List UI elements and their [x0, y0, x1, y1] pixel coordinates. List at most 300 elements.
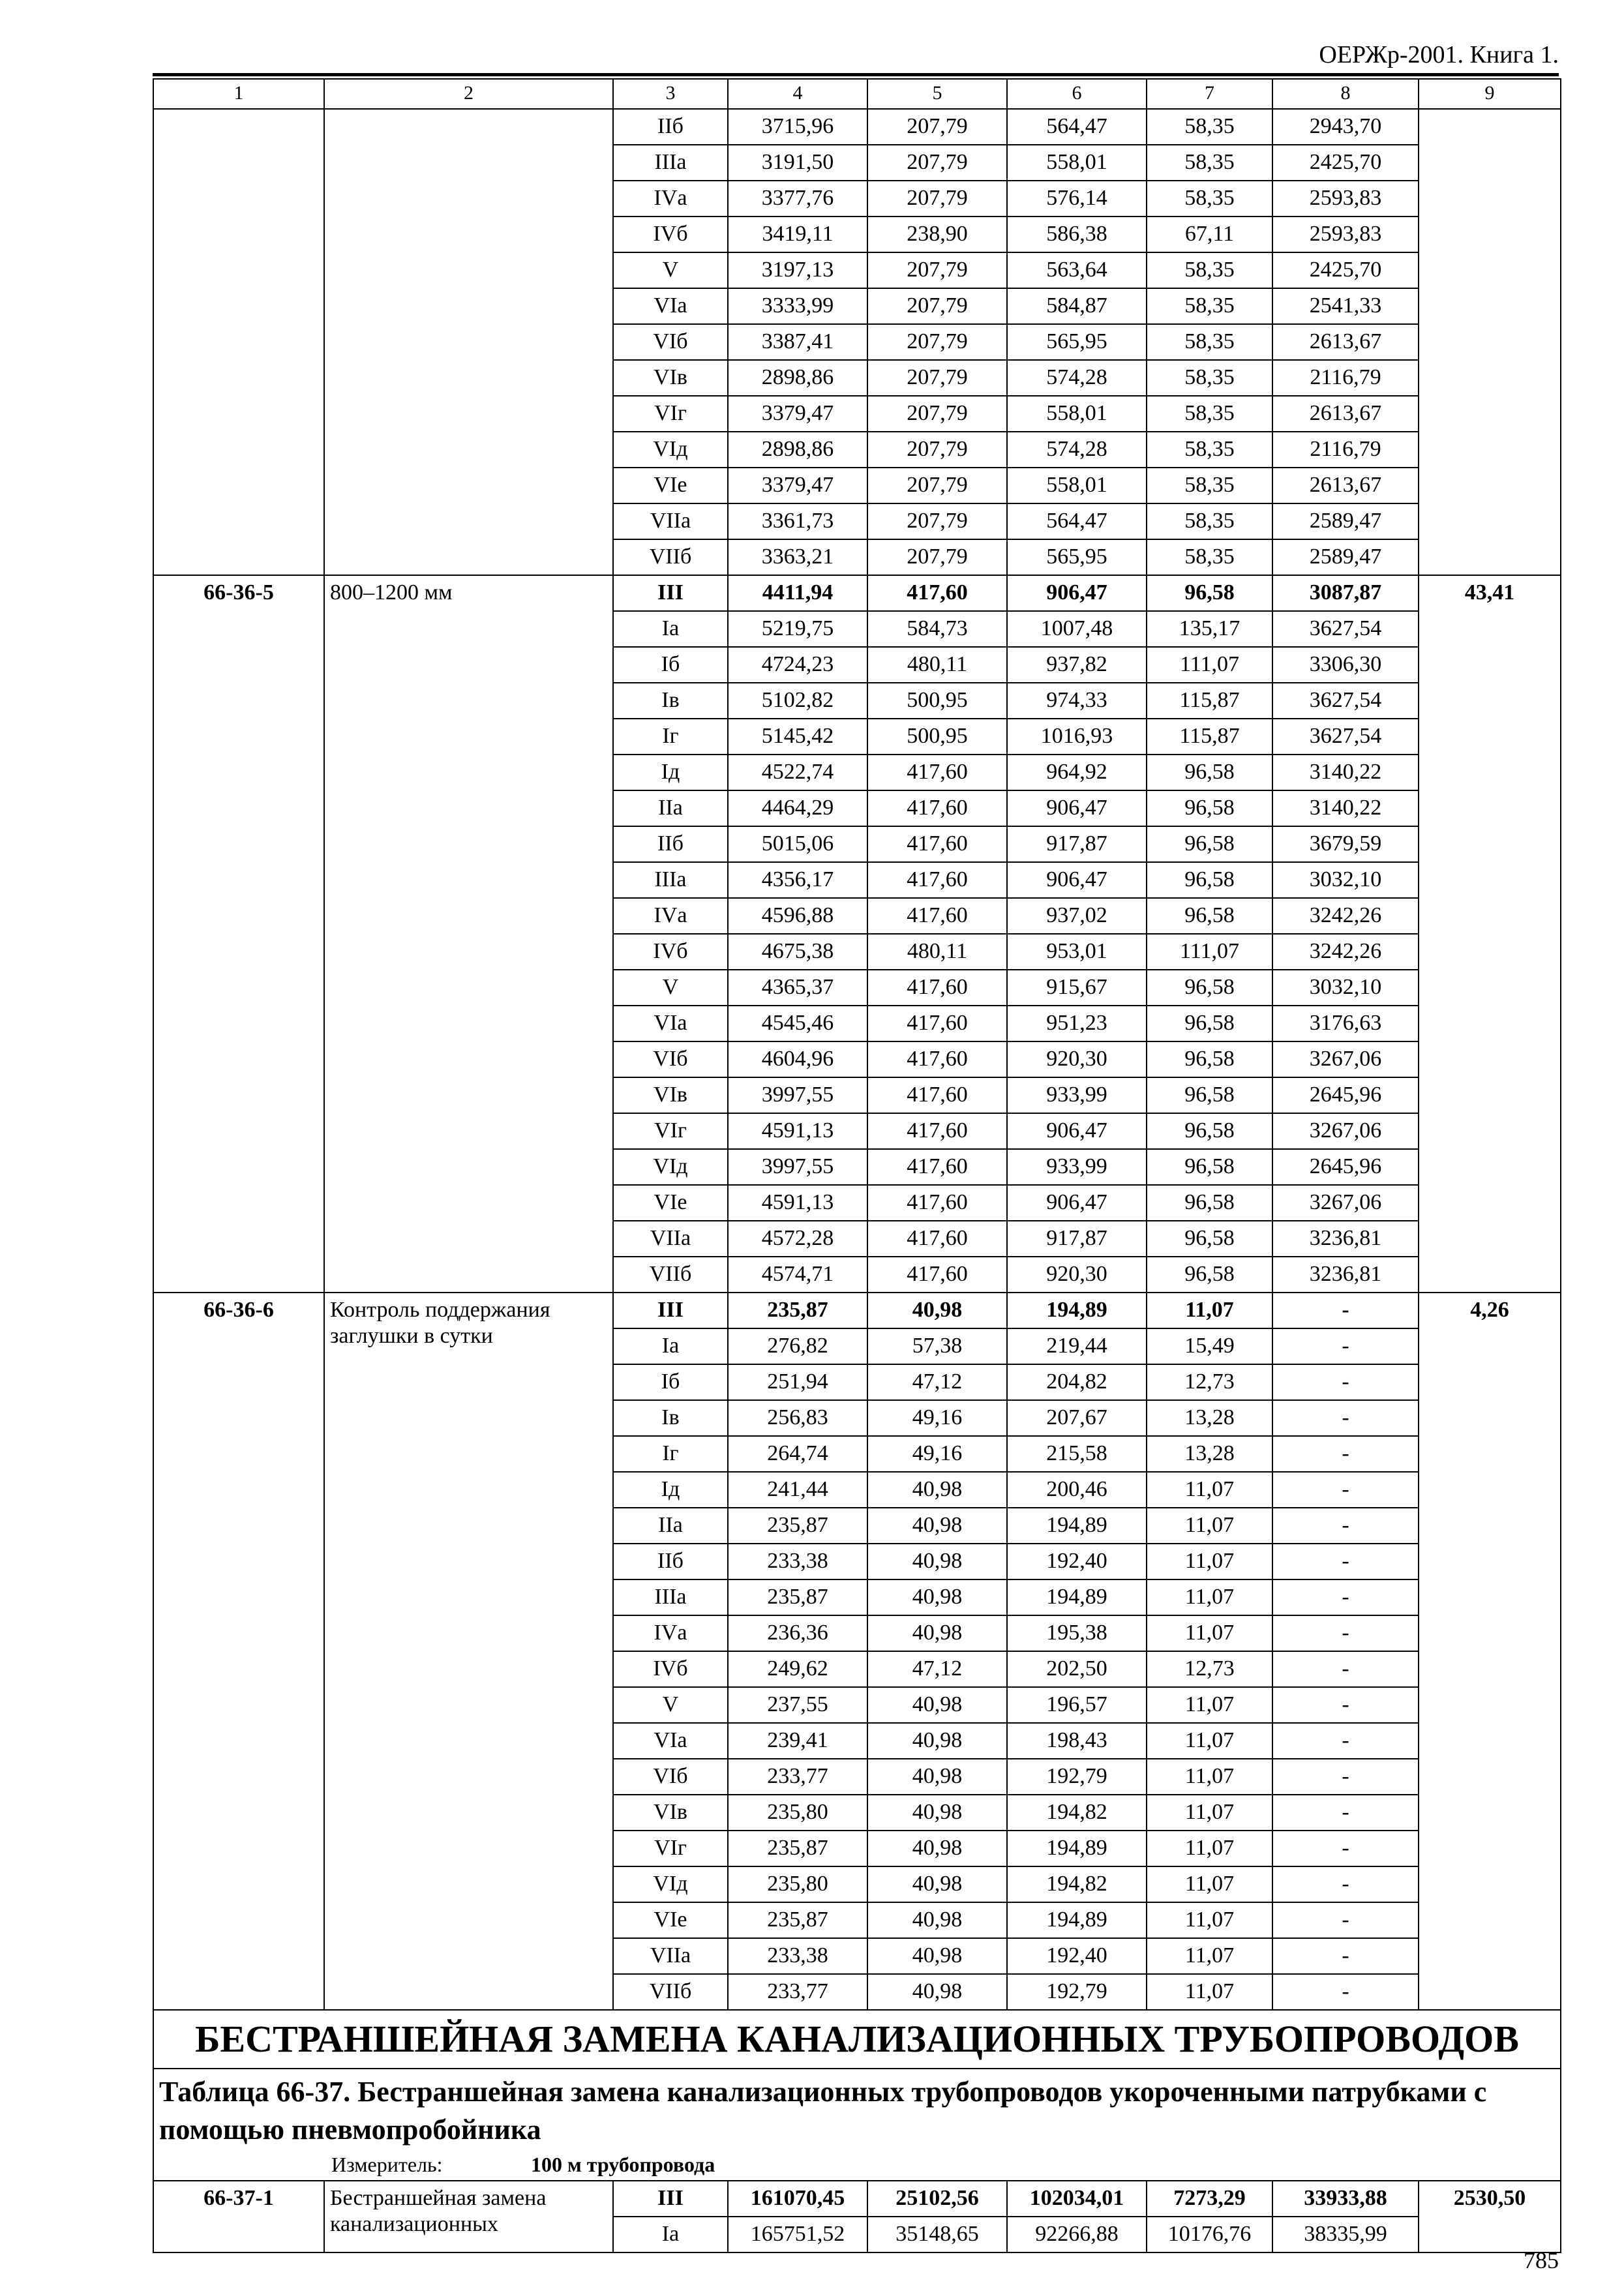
value-cell: 96,58 [1147, 1006, 1272, 1041]
zone-code: IIIа [613, 862, 728, 898]
value-cell: 233,38 [728, 1544, 867, 1579]
value-cell: 3419,11 [728, 217, 867, 252]
value-cell: 111,07 [1147, 647, 1272, 683]
value-cell: 417,60 [867, 1221, 1007, 1257]
work-name: Бестраншейная замена канализационных [324, 2181, 613, 2252]
value-cell: 96,58 [1147, 826, 1272, 862]
value-cell: 3377,76 [728, 181, 867, 217]
value-cell: 192,40 [1007, 1544, 1147, 1579]
zone-code: VIв [613, 360, 728, 396]
zone-code: IVа [613, 898, 728, 934]
value-cell: 11,07 [1147, 1472, 1272, 1508]
value-cell: 165751,52 [728, 2217, 867, 2252]
value-cell: 11,07 [1147, 1759, 1272, 1795]
value-cell: - [1272, 1687, 1419, 1723]
zone-code: V [613, 252, 728, 288]
measure-line [159, 2151, 1554, 2177]
column-number: 1 [153, 79, 324, 109]
zone-code: IVб [613, 934, 728, 970]
value-cell: 2898,86 [728, 432, 867, 468]
value-cell: 558,01 [1007, 468, 1147, 503]
table-title-cell [153, 2069, 1561, 2181]
value-cell: 96,58 [1147, 970, 1272, 1006]
value-cell: 4574,71 [728, 1257, 867, 1293]
value-cell: 3242,26 [1272, 934, 1419, 970]
value-cell: - [1272, 1938, 1419, 1974]
value-cell: 3236,81 [1272, 1221, 1419, 1257]
value-cell: - [1272, 1328, 1419, 1364]
value-cell: 235,87 [728, 1579, 867, 1615]
value-cell: 1016,93 [1007, 719, 1147, 755]
value-cell: 480,11 [867, 647, 1007, 683]
value-cell: 40,98 [867, 1579, 1007, 1615]
value-cell: 40,98 [867, 1831, 1007, 1866]
value-cell: 192,79 [1007, 1759, 1147, 1795]
column-number-row [153, 79, 1561, 109]
column-number: 9 [1419, 79, 1561, 109]
value-cell: 58,35 [1147, 145, 1272, 181]
value-cell: 40,98 [867, 1615, 1007, 1651]
value-cell: 2613,67 [1272, 396, 1419, 432]
price-table [153, 78, 1561, 2253]
value-cell: 58,35 [1147, 503, 1272, 539]
value-cell: 7273,29 [1147, 2181, 1272, 2217]
value-cell: 11,07 [1147, 1974, 1272, 2010]
zone-code: VIIб [613, 1257, 728, 1293]
value-cell: 40,98 [867, 1902, 1007, 1938]
zone-code: VIд [613, 432, 728, 468]
value-cell: 194,82 [1007, 1795, 1147, 1831]
value-cell: 906,47 [1007, 1185, 1147, 1221]
zone-code: Iг [613, 719, 728, 755]
value-cell: 207,79 [867, 432, 1007, 468]
measure-value: 100 м трубопровода [531, 2153, 715, 2176]
value-cell: 96,58 [1147, 1113, 1272, 1149]
value-cell: 564,47 [1007, 109, 1147, 145]
value-cell: 4596,88 [728, 898, 867, 934]
value-cell: 2425,70 [1272, 252, 1419, 288]
value-cell: 11,07 [1147, 1866, 1272, 1902]
value-cell: 917,87 [1007, 1221, 1147, 1257]
value-cell: 3306,30 [1272, 647, 1419, 683]
value-cell: 198,43 [1007, 1723, 1147, 1759]
value-cell: 235,87 [728, 1293, 867, 1328]
value-cell: 58,35 [1147, 109, 1272, 145]
zone-code: IIб [613, 1544, 728, 1579]
value-cell: 58,35 [1147, 468, 1272, 503]
value-cell: 920,30 [1007, 1257, 1147, 1293]
value-cell: 196,57 [1007, 1687, 1147, 1723]
value-cell: 194,89 [1007, 1831, 1147, 1866]
value-cell: - [1272, 1436, 1419, 1472]
value-cell: - [1272, 1831, 1419, 1866]
value-cell: 38335,99 [1272, 2217, 1419, 2252]
column-number: 7 [1147, 79, 1272, 109]
value-cell: 207,79 [867, 288, 1007, 324]
value-cell: 25102,56 [867, 2181, 1007, 2217]
value-cell: 417,60 [867, 1257, 1007, 1293]
value-cell: 92266,88 [1007, 2217, 1147, 2252]
value-cell: 192,79 [1007, 1974, 1147, 2010]
value-cell: 58,35 [1147, 360, 1272, 396]
zone-code: Iв [613, 1400, 728, 1436]
value-cell: 96,58 [1147, 1257, 1272, 1293]
zone-code: IIIа [613, 145, 728, 181]
value-cell: 417,60 [867, 575, 1007, 611]
value-cell: 937,82 [1007, 647, 1147, 683]
value-cell: 11,07 [1147, 1831, 1272, 1866]
value-cell: 207,79 [867, 252, 1007, 288]
value-cell: 207,79 [867, 468, 1007, 503]
value-cell: 906,47 [1007, 1113, 1147, 1149]
value-cell: 2898,86 [728, 360, 867, 396]
value-cell: 207,79 [867, 145, 1007, 181]
value-cell: 3267,06 [1272, 1185, 1419, 1221]
zone-code: VIг [613, 396, 728, 432]
value-cell: - [1272, 1615, 1419, 1651]
labor-cost: 2530,50 [1419, 2181, 1561, 2252]
value-cell: 11,07 [1147, 1579, 1272, 1615]
value-cell: 933,99 [1007, 1077, 1147, 1113]
zone-code: VIг [613, 1831, 728, 1866]
zone-code: Iа [613, 2217, 728, 2252]
value-cell: 584,73 [867, 611, 1007, 647]
zone-code: III [613, 2181, 728, 2217]
value-cell: 241,44 [728, 1472, 867, 1508]
value-cell: 237,55 [728, 1687, 867, 1723]
value-cell: 974,33 [1007, 683, 1147, 719]
value-cell: 233,38 [728, 1938, 867, 1974]
value-cell: 11,07 [1147, 1723, 1272, 1759]
value-cell: 235,80 [728, 1866, 867, 1902]
value-cell: 417,60 [867, 970, 1007, 1006]
value-cell: 3997,55 [728, 1149, 867, 1185]
value-cell: 11,07 [1147, 1293, 1272, 1328]
value-cell: 207,79 [867, 396, 1007, 432]
value-cell: 3140,22 [1272, 755, 1419, 790]
value-cell: 192,40 [1007, 1938, 1147, 1974]
zone-code: VIе [613, 1902, 728, 1938]
value-cell: 207,67 [1007, 1400, 1147, 1436]
value-cell: 558,01 [1007, 396, 1147, 432]
value-cell: 2613,67 [1272, 468, 1419, 503]
value-cell: 3627,54 [1272, 611, 1419, 647]
value-cell: 96,58 [1147, 898, 1272, 934]
table-title: Таблица 66-37. Бестраншейная замена канализационных трубопроводов укороченными патрубками с помощью пневмопробойника [159, 2076, 1487, 2146]
zone-code: Iд [613, 755, 728, 790]
value-cell: 2116,79 [1272, 432, 1419, 468]
zone-code: III [613, 575, 728, 611]
value-cell: 565,95 [1007, 539, 1147, 575]
value-cell: 40,98 [867, 1472, 1007, 1508]
value-cell: 235,87 [728, 1831, 867, 1866]
value-cell: 207,79 [867, 360, 1007, 396]
value-cell: 563,64 [1007, 252, 1147, 288]
value-cell: 40,98 [867, 1544, 1007, 1579]
value-cell: - [1272, 1579, 1419, 1615]
measure-label: Измеритель: [331, 2153, 443, 2176]
value-cell: 3197,13 [728, 252, 867, 288]
value-cell: 58,35 [1147, 539, 1272, 575]
value-cell: 906,47 [1007, 862, 1147, 898]
zone-code: IVа [613, 1615, 728, 1651]
value-cell: 4675,38 [728, 934, 867, 970]
value-cell: 115,87 [1147, 719, 1272, 755]
value-cell: 574,28 [1007, 432, 1147, 468]
zone-code: VIб [613, 1041, 728, 1077]
value-cell: 15,49 [1147, 1328, 1272, 1364]
zone-code: VIIб [613, 1974, 728, 2010]
table-row [153, 1293, 1561, 1328]
value-cell: - [1272, 1293, 1419, 1328]
table-title-row [153, 2069, 1561, 2181]
column-number: 5 [867, 79, 1007, 109]
running-header: ОЕРЖр-2001. Книга 1. [1319, 41, 1559, 68]
value-cell: 58,35 [1147, 432, 1272, 468]
work-name: Контроль поддержания заглушки в сутки [324, 1293, 613, 2010]
value-cell: 586,38 [1007, 217, 1147, 252]
value-cell: 2943,70 [1272, 109, 1419, 145]
value-cell: 417,60 [867, 1149, 1007, 1185]
value-cell: 194,89 [1007, 1293, 1147, 1328]
value-cell: 4572,28 [728, 1221, 867, 1257]
column-number: 3 [613, 79, 728, 109]
rate-code: 66-37-1 [153, 2181, 324, 2252]
zone-code: IIIа [613, 1579, 728, 1615]
value-cell: 11,07 [1147, 1938, 1272, 1974]
zone-code: IIа [613, 1508, 728, 1544]
value-cell: 40,98 [867, 1938, 1007, 1974]
value-cell: - [1272, 1508, 1419, 1544]
value-cell: 40,98 [867, 1759, 1007, 1795]
value-cell: 3627,54 [1272, 683, 1419, 719]
value-cell: 2541,33 [1272, 288, 1419, 324]
value-cell: 3191,50 [728, 145, 867, 181]
zone-code: VIIб [613, 539, 728, 575]
value-cell: 2425,70 [1272, 145, 1419, 181]
zone-code: Iг [613, 1436, 728, 1472]
value-cell: 3267,06 [1272, 1113, 1419, 1149]
value-cell: 194,89 [1007, 1508, 1147, 1544]
value-cell: - [1272, 1651, 1419, 1687]
value-cell: 4522,74 [728, 755, 867, 790]
zone-code: VIIа [613, 503, 728, 539]
table-body [153, 79, 1561, 2252]
section-heading-row [153, 2010, 1561, 2069]
value-cell: 264,74 [728, 1436, 867, 1472]
value-cell: 4365,37 [728, 970, 867, 1006]
value-cell: 937,02 [1007, 898, 1147, 934]
value-cell: 235,87 [728, 1902, 867, 1938]
value-cell: 207,79 [867, 539, 1007, 575]
value-cell: 40,98 [867, 1723, 1007, 1759]
value-cell: - [1272, 1866, 1419, 1902]
zone-code: Iа [613, 1328, 728, 1364]
zone-code: VIв [613, 1077, 728, 1113]
value-cell: 4356,17 [728, 862, 867, 898]
value-cell: 11,07 [1147, 1687, 1272, 1723]
work-name [324, 109, 613, 575]
value-cell: 3379,47 [728, 468, 867, 503]
value-cell: 2613,67 [1272, 324, 1419, 360]
value-cell: 111,07 [1147, 934, 1272, 970]
zone-code: IIа [613, 790, 728, 826]
value-cell: 239,41 [728, 1723, 867, 1759]
value-cell: 933,99 [1007, 1149, 1147, 1185]
value-cell: 2589,47 [1272, 539, 1419, 575]
value-cell: 40,98 [867, 1687, 1007, 1723]
value-cell: 2589,47 [1272, 503, 1419, 539]
value-cell: 3627,54 [1272, 719, 1419, 755]
value-cell: 12,73 [1147, 1364, 1272, 1400]
value-cell: 58,35 [1147, 288, 1272, 324]
value-cell: 102034,01 [1007, 2181, 1147, 2217]
zone-code: VIг [613, 1113, 728, 1149]
value-cell: 3032,10 [1272, 862, 1419, 898]
value-cell: 920,30 [1007, 1041, 1147, 1077]
labor-cost: 4,26 [1419, 1293, 1561, 2010]
zone-code: Iб [613, 647, 728, 683]
zone-code: IIб [613, 826, 728, 862]
value-cell: 256,83 [728, 1400, 867, 1436]
value-cell: 251,94 [728, 1364, 867, 1400]
column-number: 2 [324, 79, 613, 109]
value-cell: 194,82 [1007, 1866, 1147, 1902]
zone-code: IVб [613, 217, 728, 252]
value-cell: 3087,87 [1272, 575, 1419, 611]
value-cell: 4545,46 [728, 1006, 867, 1041]
value-cell: 953,01 [1007, 934, 1147, 970]
value-cell: 161070,45 [728, 2181, 867, 2217]
value-cell: 238,90 [867, 217, 1007, 252]
value-cell: 207,79 [867, 324, 1007, 360]
value-cell: - [1272, 1364, 1419, 1400]
value-cell: 11,07 [1147, 1615, 1272, 1651]
column-number: 4 [728, 79, 867, 109]
zone-code: IIб [613, 109, 728, 145]
value-cell: 417,60 [867, 1113, 1007, 1149]
zone-code: VIв [613, 1795, 728, 1831]
value-cell: 565,95 [1007, 324, 1147, 360]
value-cell: 5102,82 [728, 683, 867, 719]
zone-code: VIд [613, 1149, 728, 1185]
value-cell: 480,11 [867, 934, 1007, 970]
value-cell: 96,58 [1147, 755, 1272, 790]
zone-code: VIб [613, 1759, 728, 1795]
value-cell: 3140,22 [1272, 790, 1419, 826]
value-cell: - [1272, 1795, 1419, 1831]
value-cell: 215,58 [1007, 1436, 1147, 1472]
page-number: 785 [1524, 2247, 1559, 2273]
header-rule [153, 73, 1559, 76]
value-cell: 917,87 [1007, 826, 1147, 862]
value-cell: 57,38 [867, 1328, 1007, 1364]
zone-code: IVб [613, 1651, 728, 1687]
value-cell: 4464,29 [728, 790, 867, 826]
value-cell: 915,67 [1007, 970, 1147, 1006]
value-cell: 3176,63 [1272, 1006, 1419, 1041]
value-cell: 58,35 [1147, 181, 1272, 217]
value-cell: 207,79 [867, 109, 1007, 145]
value-cell: 417,60 [867, 826, 1007, 862]
zone-code: VIд [613, 1866, 728, 1902]
zone-code: VIе [613, 468, 728, 503]
value-cell: 417,60 [867, 898, 1007, 934]
value-cell: 417,60 [867, 1185, 1007, 1221]
zone-code: VIб [613, 324, 728, 360]
rate-code [153, 109, 324, 575]
value-cell: 3242,26 [1272, 898, 1419, 934]
value-cell: 500,95 [867, 683, 1007, 719]
value-cell: 3997,55 [728, 1077, 867, 1113]
value-cell: 3236,81 [1272, 1257, 1419, 1293]
zone-code: Iд [613, 1472, 728, 1508]
table-row [153, 575, 1561, 611]
value-cell: 40,98 [867, 1866, 1007, 1902]
value-cell: 67,11 [1147, 217, 1272, 252]
value-cell: 417,60 [867, 862, 1007, 898]
value-cell: 200,46 [1007, 1472, 1147, 1508]
value-cell: 13,28 [1147, 1436, 1272, 1472]
value-cell: 951,23 [1007, 1006, 1147, 1041]
value-cell: 96,58 [1147, 575, 1272, 611]
value-cell: 233,77 [728, 1974, 867, 2010]
value-cell: 47,12 [867, 1651, 1007, 1687]
value-cell: 96,58 [1147, 790, 1272, 826]
zone-code: V [613, 970, 728, 1006]
value-cell: 4411,94 [728, 575, 867, 611]
value-cell: 49,16 [867, 1436, 1007, 1472]
value-cell: 11,07 [1147, 1508, 1272, 1544]
section-title: БЕСТРАНШЕЙНАЯ ЗАМЕНА КАНАЛИЗАЦИОННЫХ ТРУБОПРОВОДОВ [153, 2010, 1561, 2069]
value-cell: 96,58 [1147, 1149, 1272, 1185]
value-cell: 40,98 [867, 1508, 1007, 1544]
zone-code: VIа [613, 1723, 728, 1759]
value-cell: 236,36 [728, 1615, 867, 1651]
value-cell: 2593,83 [1272, 181, 1419, 217]
zone-code: VIIа [613, 1938, 728, 1974]
table-row [153, 2181, 1561, 2217]
value-cell: 249,62 [728, 1651, 867, 1687]
value-cell: 13,28 [1147, 1400, 1272, 1436]
value-cell: 49,16 [867, 1400, 1007, 1436]
value-cell: 564,47 [1007, 503, 1147, 539]
value-cell: 417,60 [867, 1006, 1007, 1041]
value-cell: 3333,99 [728, 288, 867, 324]
value-cell: 204,82 [1007, 1364, 1147, 1400]
value-cell: 11,07 [1147, 1795, 1272, 1831]
value-cell: 202,50 [1007, 1651, 1147, 1687]
value-cell: 10176,76 [1147, 2217, 1272, 2252]
value-cell: 35148,65 [867, 2217, 1007, 2252]
value-cell: 58,35 [1147, 324, 1272, 360]
value-cell: 194,89 [1007, 1579, 1147, 1615]
value-cell: 194,89 [1007, 1902, 1147, 1938]
value-cell: 58,35 [1147, 252, 1272, 288]
value-cell: 115,87 [1147, 683, 1272, 719]
value-cell: 558,01 [1007, 145, 1147, 181]
zone-code: Iа [613, 611, 728, 647]
value-cell: 96,58 [1147, 862, 1272, 898]
value-cell: 574,28 [1007, 360, 1147, 396]
value-cell: 2116,79 [1272, 360, 1419, 396]
column-number: 6 [1007, 79, 1147, 109]
zone-code: IVа [613, 181, 728, 217]
value-cell: 3387,41 [728, 324, 867, 360]
column-number: 8 [1272, 79, 1419, 109]
value-cell: - [1272, 1759, 1419, 1795]
value-cell: 1007,48 [1007, 611, 1147, 647]
